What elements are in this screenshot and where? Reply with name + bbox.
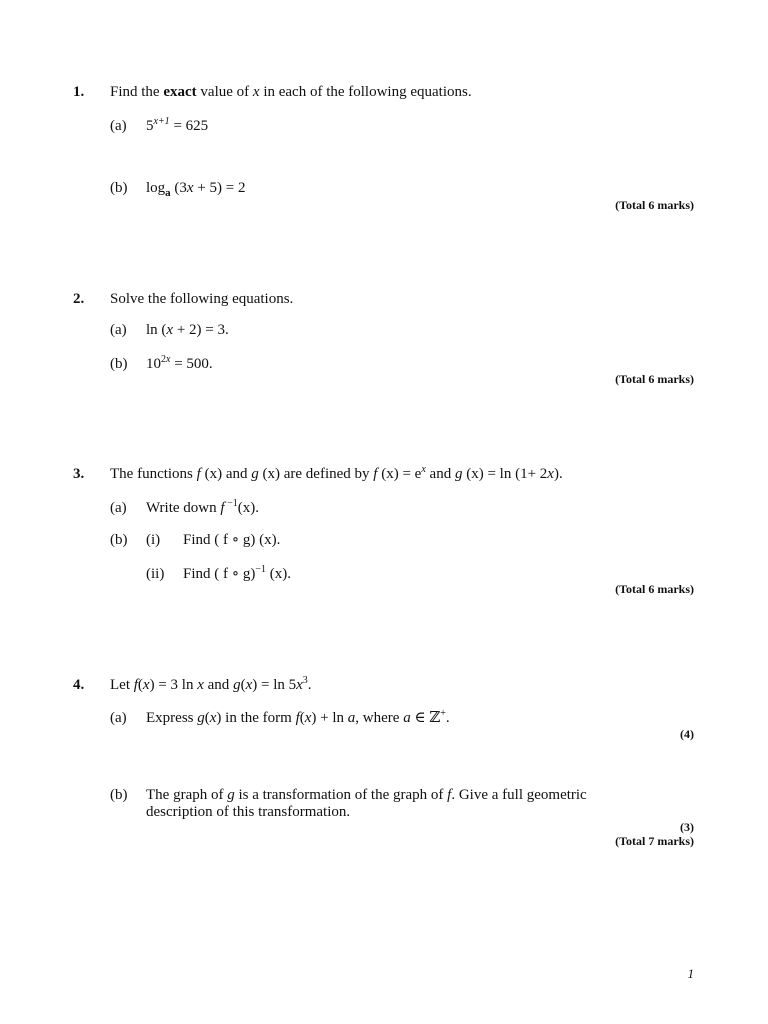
total-marks: (Total 6 marks) xyxy=(615,582,694,596)
stem-text: in each of the following equations. xyxy=(259,84,472,100)
question-stem xyxy=(110,464,563,482)
variable: a xyxy=(347,710,356,726)
part-text-segment: . xyxy=(445,710,450,726)
part-text-segment: The graph of xyxy=(146,787,228,803)
part-text xyxy=(146,323,229,338)
part-text xyxy=(146,354,213,372)
subpart-label: (i) xyxy=(146,532,161,548)
part-text-segment: ) + ln xyxy=(311,710,348,726)
stem-text: ). xyxy=(553,466,563,482)
question-stem: Solve the following equations. xyxy=(110,291,294,307)
stem-text: Find the xyxy=(110,84,164,100)
stem-emphasis: exact xyxy=(163,84,197,100)
stem-text: (x) xyxy=(200,466,223,482)
stem-text: and xyxy=(203,677,234,693)
stem-text: ( xyxy=(137,677,143,693)
part-text xyxy=(146,180,246,199)
variable: x xyxy=(166,322,174,338)
total-marks: (Total 6 marks) xyxy=(615,198,694,212)
equation-base: 5 xyxy=(146,118,154,134)
exponent-variable: x xyxy=(166,354,171,365)
total-marks: (Total 7 marks) xyxy=(615,834,694,848)
subpart-text xyxy=(183,564,291,582)
inverse-exponent: −1 xyxy=(255,564,266,575)
part-label: (b) xyxy=(110,180,128,196)
part-instruction: Write down xyxy=(146,500,221,516)
stem-text: (x) xyxy=(258,466,280,482)
part-label: (a) xyxy=(110,710,127,726)
question-stem xyxy=(110,675,312,693)
log-base: a xyxy=(165,187,171,199)
equation-rest: = 625 xyxy=(169,118,209,134)
question-number: 3. xyxy=(73,466,85,482)
function-name: f xyxy=(220,500,225,516)
variable: x xyxy=(296,677,303,693)
equation-text: ln ( xyxy=(146,322,167,338)
variable: a xyxy=(403,710,411,726)
stem-text: (x) = ln (1+ 2 xyxy=(462,466,548,482)
function-name: f xyxy=(295,710,300,726)
function-name: f xyxy=(373,466,378,482)
function-name: f xyxy=(196,466,201,482)
variable: x xyxy=(245,677,253,693)
equation-exponent: x+1 xyxy=(153,116,170,127)
equation-rest: = 500. xyxy=(170,356,213,372)
stem-text: are defined by xyxy=(280,466,374,482)
part-text-segment: . Give a full geometric xyxy=(451,787,587,803)
question-number: 1. xyxy=(73,84,85,100)
function-name: f xyxy=(447,787,452,803)
page-number: 1 xyxy=(687,966,694,981)
composition-text: (x). xyxy=(266,566,291,582)
part-label: (a) xyxy=(110,118,127,134)
part-text xyxy=(146,708,450,726)
part-label: (a) xyxy=(110,500,127,516)
stem-text: ( xyxy=(240,677,246,693)
equation-text: (3 xyxy=(170,180,187,196)
positive-superscript: + xyxy=(440,708,446,719)
part-text xyxy=(146,498,259,516)
total-marks: (Total 6 marks) xyxy=(615,372,694,386)
exponent-variable: x xyxy=(421,464,426,475)
variable: x xyxy=(186,180,194,196)
part-text xyxy=(146,116,209,134)
stem-text: and xyxy=(425,466,455,482)
part-label: (a) xyxy=(110,322,127,338)
function-name: g xyxy=(251,466,259,482)
variable: x xyxy=(197,677,204,693)
function-name: g xyxy=(233,677,241,693)
question-stem xyxy=(110,85,472,100)
part-text-line-1 xyxy=(146,788,587,803)
stem-text: Let xyxy=(110,677,134,693)
part-text-segment: ( xyxy=(299,710,305,726)
part-marks: (4) xyxy=(680,727,694,741)
function-name: f xyxy=(133,677,138,693)
part-text-segment: is a transformation of the graph of xyxy=(234,787,448,803)
composition-text: Find ( f ∘ g) xyxy=(183,566,256,582)
exponent-number: 2 xyxy=(161,354,166,365)
stem-text: (x) = e xyxy=(377,466,422,482)
stem-text: value of xyxy=(196,84,253,100)
equation-text: + 2) = 3. xyxy=(173,322,229,338)
part-text-segment: Express xyxy=(146,710,198,726)
subpart-label: (ii) xyxy=(146,566,165,582)
part-text-segment: ) in the form xyxy=(216,710,296,726)
variable: x xyxy=(252,84,260,100)
subpart-text: Find ( f ∘ g) (x). xyxy=(183,532,281,548)
stem-text: ) = ln 5 xyxy=(252,677,297,693)
part-label: (b) xyxy=(110,787,128,803)
exponent: 3 xyxy=(302,675,308,686)
part-text-segment: ( xyxy=(204,710,210,726)
equation-text: + 5) = 2 xyxy=(193,180,246,196)
stem-text: The functions xyxy=(110,466,197,482)
stem-text: . xyxy=(307,677,312,693)
equation-base: 10 xyxy=(146,356,161,372)
question-number: 2. xyxy=(73,291,85,307)
log-function: log xyxy=(146,180,166,196)
part-label: (b) xyxy=(110,356,128,372)
inverse-exponent: −1 xyxy=(224,498,238,509)
part-marks: (3) xyxy=(680,820,694,834)
stem-text: ) = 3 ln xyxy=(149,677,198,693)
question-number: 4. xyxy=(73,677,85,693)
integer-set-symbol: ∈ ℤ xyxy=(410,710,441,726)
variable: x xyxy=(304,710,312,726)
function-name: g xyxy=(197,710,205,726)
part-text-line-2: description of this transformation. xyxy=(146,804,351,820)
variable: x xyxy=(142,677,150,693)
variable: x xyxy=(547,466,554,482)
part-text-segment: , where xyxy=(355,710,404,726)
function-name: g xyxy=(454,466,463,482)
part-label: (b) xyxy=(110,532,128,548)
function-name: g xyxy=(227,787,235,803)
stem-text: and xyxy=(222,466,252,482)
variable: x xyxy=(209,710,217,726)
function-argument: (x). xyxy=(237,500,259,516)
